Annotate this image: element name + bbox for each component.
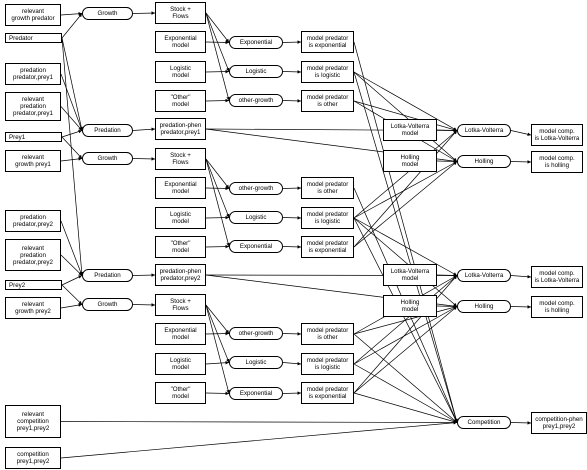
node-mc-holling-1: model comp. is holling xyxy=(531,151,583,173)
edge-holling-model-1-to-holling-1 xyxy=(437,161,457,162)
edge-prey1-to-predation1 xyxy=(62,131,82,138)
node-mp-exp-3: model predator is exponential xyxy=(301,382,354,404)
node-prey1: Prey1 xyxy=(5,132,62,142)
node-other-growth-3: other-growth xyxy=(229,327,283,340)
node-stock-flows-prey2: Stock + Flows xyxy=(155,294,206,316)
edge-holling-2-to-mc-holling-2 xyxy=(511,307,531,308)
node-exponential-2: Exponential xyxy=(229,240,283,253)
node-logistic-2: Logistic xyxy=(229,211,283,224)
node-growth-pred: Growth xyxy=(82,7,133,20)
node-logistic-1: Logistic xyxy=(229,65,283,78)
edge-growth-prey1-to-stock-flows-prey1 xyxy=(133,159,155,160)
edge-logistic-2-to-mp-log-2 xyxy=(283,218,301,219)
node-mp-other-3: model predator is other xyxy=(301,323,354,345)
edge-relevant-competition-to-competition xyxy=(61,422,457,423)
edge-other-model-1-to-other-growth-1 xyxy=(206,101,229,102)
edge-predation1-to-pred-phen-1 xyxy=(133,129,155,131)
edge-mp-other-3-to-competition xyxy=(354,334,457,423)
node-stock-flows-prey1: Stock + Flows xyxy=(155,148,206,170)
node-mp-exp-2: model predator is exponential xyxy=(301,236,354,258)
node-lotka-volterra-1: Lotka-Volterra xyxy=(457,124,511,137)
node-exp-model-3: Exponential model xyxy=(155,323,206,345)
edge-relevant-growth-prey2-to-growth-prey2 xyxy=(61,305,82,309)
node-predation-predator-prey2: predation predator,prey2 xyxy=(5,210,61,232)
node-mp-exp-1: model predator is exponential xyxy=(301,31,354,53)
node-other-growth-1: other-growth xyxy=(229,94,283,107)
edge-other-growth-1-to-mp-other-1 xyxy=(283,101,301,102)
node-relevant-predation-predator-prey1: relevant predation predator,prey1 xyxy=(5,92,61,121)
edge-growth-pred-to-stock-flows-pred xyxy=(133,13,155,14)
node-prey2: Prey2 xyxy=(5,280,62,290)
edge-other-model-3-to-exponential-3 xyxy=(206,393,229,394)
node-relevant-growth-prey1: relevant growth prey1 xyxy=(5,150,61,172)
edge-mp-exp-2-to-lotka-volterra-1 xyxy=(354,131,457,248)
edge-mp-log-2-to-competition xyxy=(354,218,457,423)
node-relevant-predation-predator-prey2: relevant predation predator,prey2 xyxy=(5,239,61,271)
edge-predator-to-predation2 xyxy=(62,38,82,276)
node-mc-lv-1: model comp. is Lotka-Volterra xyxy=(531,124,583,146)
edge-prey2-to-predation2 xyxy=(62,276,82,286)
edge-exp-model-1-to-exponential-1 xyxy=(206,42,229,43)
edge-holling-model-2-to-holling-2 xyxy=(437,306,457,307)
node-competition-phen: competition-phen prey1,prey2 xyxy=(531,412,587,434)
node-other-growth-2: other-growth xyxy=(229,182,283,195)
edge-prey2-to-growth-prey2 xyxy=(62,285,82,305)
node-relevant-competition: relevant competition prey1,prey2 xyxy=(5,405,61,438)
node-pred-phen-1: predation-phen predator,prey1 xyxy=(155,118,206,140)
node-predator: Predator xyxy=(5,33,62,43)
edge-logistic-3-to-mp-log-3 xyxy=(283,363,301,365)
node-mc-holling-2: model comp. is holling xyxy=(531,296,583,318)
node-lotka-volterra-2: Lotka-Volterra xyxy=(457,269,511,282)
edge-exp-model-2-to-other-growth-2 xyxy=(206,188,229,189)
node-mp-log-2: model predator is logistic xyxy=(301,207,354,229)
node-holling-1: Holling xyxy=(457,155,511,168)
edge-relevant-growth-prey1-to-growth-prey1 xyxy=(61,159,82,162)
edge-stock-flows-prey1-to-other-growth-2 xyxy=(206,159,229,189)
node-holling-model-2: Holling model xyxy=(383,295,437,317)
edge-log-model-2-to-logistic-2 xyxy=(206,218,229,219)
node-growth-prey2: Growth xyxy=(82,298,133,311)
node-mp-other-1: model predator is other xyxy=(301,90,354,112)
node-other-model-3: "Other" model xyxy=(155,382,206,404)
edge-competition-to-competition-phen xyxy=(511,423,531,424)
node-exponential-3: Exponential xyxy=(229,387,283,400)
edge-exponential-3-to-mp-exp-3 xyxy=(283,393,301,394)
node-mp-other-2: model predator is other xyxy=(301,177,354,199)
edge-stock-flows-pred-to-other-growth-1 xyxy=(206,13,229,101)
edge-predation2-to-pred-phen-2 xyxy=(133,275,155,276)
edge-other-growth-3-to-mp-other-3 xyxy=(283,334,301,335)
edge-mp-log-3-to-competition xyxy=(354,364,457,423)
edge-stock-flows-pred-to-exponential-1 xyxy=(206,13,229,43)
node-mp-log-3: model predator is logistic xyxy=(301,353,354,375)
edge-other-model-2-to-exponential-2 xyxy=(206,247,229,248)
edge-lv-model-1-to-lotka-volterra-1 xyxy=(437,130,457,131)
edge-lotka-volterra-1-to-mc-lv-1 xyxy=(511,131,531,136)
node-holling-model-1: Holling model xyxy=(383,150,437,172)
node-lv-model-2: Lotka-Volterra model xyxy=(383,264,437,286)
node-growth-prey1: Growth xyxy=(82,152,133,165)
edge-lv-model-2-to-lotka-volterra-2 xyxy=(437,275,457,276)
node-competition-prey1-prey2: competition prey1,prey2 xyxy=(5,447,61,469)
node-exp-model-1: Exponential model xyxy=(155,31,206,53)
edge-competition-prey1-prey2-to-competition xyxy=(61,423,457,459)
node-predation1: Predation xyxy=(82,124,133,137)
node-log-model-1: Logistic model xyxy=(155,61,206,83)
edge-exp-model-3-to-other-growth-3 xyxy=(206,334,229,335)
node-exponential-1: Exponential xyxy=(229,36,283,49)
node-pred-phen-2: predation-phen predator,prey2 xyxy=(155,264,206,286)
node-predation-predator-prey1: predation predator,prey1 xyxy=(5,63,61,85)
edge-exponential-1-to-mp-exp-1 xyxy=(283,42,301,43)
edge-exponential-2-to-mp-exp-2 xyxy=(283,247,301,248)
edge-logistic-1-to-mp-log-1 xyxy=(283,72,301,73)
node-log-model-3: Logistic model xyxy=(155,353,206,375)
node-predation2: Predation xyxy=(82,269,133,282)
edge-holling-1-to-mc-holling-1 xyxy=(511,162,531,163)
connector-lines xyxy=(61,13,531,458)
node-lv-model-1: Lotka-Volterra model xyxy=(383,119,437,141)
node-mp-log-1: model predator is logistic xyxy=(301,61,354,83)
edge-log-model-3-to-logistic-3 xyxy=(206,363,229,365)
edge-relevant-predation-predator-prey2-to-predation2 xyxy=(61,255,82,276)
edge-predation-predator-prey2-to-predation2 xyxy=(61,221,82,276)
edge-predator-to-growth-pred xyxy=(62,14,82,39)
edge-other-growth-2-to-mp-other-2 xyxy=(283,188,301,189)
edge-log-model-1-to-logistic-1 xyxy=(206,72,229,73)
node-other-model-2: "Other" model xyxy=(155,236,206,258)
edge-mp-exp-1-to-competition xyxy=(354,42,457,423)
node-mc-lv-2: model comp. is Lotka-Volterra xyxy=(531,266,583,288)
node-relevant-growth-predator: relevant growth predator xyxy=(5,4,61,26)
edge-relevant-predation-predator-prey1-to-predation1 xyxy=(61,107,82,131)
node-log-model-2: Logistic model xyxy=(155,207,206,229)
edge-mp-exp-3-to-competition xyxy=(354,393,457,423)
edge-growth-prey2-to-stock-flows-prey2 xyxy=(133,305,155,306)
edge-lotka-volterra-2-to-mc-lv-2 xyxy=(511,276,531,278)
node-other-model-1: "Other" model xyxy=(155,90,206,112)
node-exp-model-2: Exponential model xyxy=(155,177,206,199)
edge-stock-flows-prey1-to-exponential-2 xyxy=(206,159,229,247)
node-stock-flows-pred: Stock + Flows xyxy=(155,2,206,24)
node-logistic-3: Logistic xyxy=(229,356,283,369)
edge-relevant-growth-predator-to-growth-pred xyxy=(61,14,82,16)
node-competition: Competition xyxy=(457,416,511,429)
edge-stock-flows-prey2-to-exponential-3 xyxy=(206,305,229,394)
edge-mp-exp-3-to-lotka-volterra-2 xyxy=(354,276,457,394)
node-holling-2: Holling xyxy=(457,300,511,313)
node-relevant-growth-prey2: relevant growth prey2 xyxy=(5,297,61,319)
